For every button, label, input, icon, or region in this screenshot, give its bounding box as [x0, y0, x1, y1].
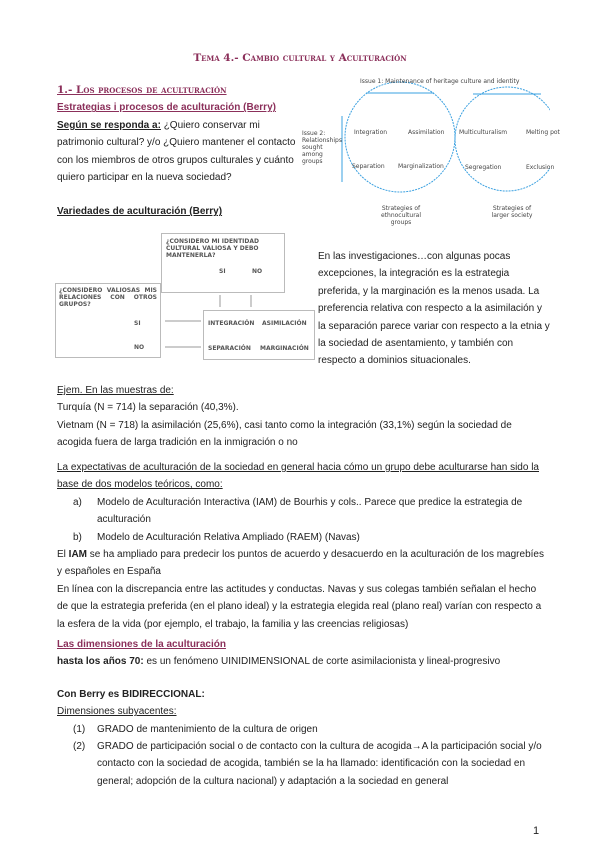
- lead-text: ¿Quiero conservar mi patrimonio cultural? y/o ¿Quiero mantener el contacto con los miembros de otros grupos culturales y cuánto quiero participar en la nueva sociedad?: [57, 119, 296, 184]
- dimensions-block: [57, 636, 545, 790]
- varieties-heading: Variedades de aculturación (Berry): [57, 206, 223, 218]
- example-block: [57, 382, 547, 452]
- list-text: Modelo de Aculturación Relativa Ampliado (RAEM) (Navas): [97, 531, 360, 543]
- example-line: Turquía (N = 714) la separación (40,3%).: [57, 402, 239, 414]
- list-marker: (1): [73, 723, 86, 735]
- strategies-box: [203, 310, 315, 360]
- no-label: NO: [134, 344, 145, 351]
- integracion-cell: INTEGRACIÓN: [208, 320, 255, 327]
- list-text: GRADO de participación social o de contacto con la cultura de acogida→A la participación social y/o contacto con la sociedad de acogida, también se la ha llamado: identificación con la sociedad en general; adopción de la cultura nacional) y adaptación a la sociedad en general: [97, 741, 542, 787]
- subheading: Estrategias i procesos de aculturación (Berry): [57, 102, 276, 114]
- assimilation-label: Assimilation: [408, 129, 445, 136]
- models-intro: La expectativas de aculturación de la sociedad en general hacia cómo un grupo debe aculturarse han sido la base de dos modelos teóricos, como:: [57, 462, 539, 491]
- example-line: Vietnam (N = 718) la asimilación (25,6%), casi tanto como la integración (33,1%) según la sociedad de acogida fuera de larga tradición en la inmigración o no: [57, 419, 512, 449]
- separation-label: Separation: [352, 163, 385, 170]
- list-text: GRADO de mantenimiento de la cultura de origen: [97, 723, 318, 735]
- si-label: SI: [219, 268, 226, 275]
- no-label: NO: [252, 268, 263, 275]
- lead-bold: Según se responda a:: [57, 119, 161, 131]
- subyacentes-heading: Dimensiones subyacentes:: [57, 706, 177, 718]
- list-item: [57, 738, 545, 790]
- issue1-label: Issue 1: Maintenance of heritage culture and identity: [360, 78, 520, 85]
- hasta-bold: hasta los años 70:: [57, 656, 144, 668]
- list-marker: (2): [73, 741, 86, 753]
- separacion-cell: SEPARACIÓN: [208, 345, 251, 352]
- research-paragraph: En las investigaciones…con algunas pocas excepciones, la integración es la estrategia preferida, y la marginación es la menos usada. La preferencia relativa con respecto a la asimilación y la separación parece variar con respecto a la etnia y la sociedad de asentamiento, y también con respecto a dominios situacionales.: [318, 251, 550, 367]
- iam-text: se ha ampliado para predecir los puntos de acuerdo y desacuerdo en la aculturación de los magrebíes y españoles en España: [57, 549, 544, 578]
- hasta-paragraph: [57, 653, 545, 670]
- right-caption: Strategies of larger society: [491, 205, 533, 219]
- intro-paragraph: [57, 117, 307, 187]
- segregation-label: Segregation: [465, 164, 502, 171]
- list-item: [57, 529, 545, 546]
- discrepancy-paragraph: En línea con la discrepancia entre las actitudes y conductas. Navas y sus colegas también señalan el hecho de que la estrategia preferida (en el plano ideal) y la estrategia elegida real (plano real) varían con respecto a la esfera de la vida (por ejemplo, el trabajo, la familia y las creencias religiosas): [57, 583, 542, 630]
- si-label: SI: [134, 320, 141, 327]
- section-intro: [57, 82, 307, 221]
- multiculturalism-label: Multiculturalism: [459, 129, 508, 136]
- acculturation-flow-diagram: [55, 233, 309, 363]
- berry-heading: Con Berry es BIDIRECCIONAL:: [57, 688, 205, 700]
- left-caption: Strategies of ethnocultural groups: [380, 205, 422, 226]
- exclusion-label: Exclusion: [526, 164, 555, 171]
- list-item: [57, 494, 545, 529]
- list-marker: b): [73, 531, 82, 543]
- dimensions-heading: Las dimensiones de la aculturación: [57, 639, 226, 650]
- asimilacion-cell: ASIMILACIÓN: [262, 320, 307, 327]
- integration-label: Integration: [354, 129, 388, 136]
- berry-diagram: [300, 72, 560, 242]
- iam-paragraph: [57, 546, 545, 581]
- section-heading: 1.- Los procesos de aculturación: [57, 84, 227, 96]
- melting-pot-label: Melting pot: [526, 129, 560, 136]
- iam-bold: IAM: [68, 549, 88, 561]
- list-item: [57, 721, 545, 738]
- marginacion-cell: MARGINACIÓN: [260, 345, 309, 352]
- list-text: Modelo de Aculturación Interactiva (IAM) de Bourhis y cols.. Parece que predice la estrategia de aculturación: [97, 496, 523, 526]
- iam-pre: El: [57, 549, 69, 561]
- page-title: Tema 4.- Cambio cultural y Aculturación: [193, 52, 407, 64]
- page-number: 1: [533, 825, 540, 837]
- relations-question: ¿CONSIDERO VALIOSAS MIS RELACIONES CON OTROS GRUPOS?: [59, 287, 157, 308]
- hasta-text: es un fenómeno UINIDIMENSIONAL de corte asimilacionista y lineal-progresivo: [143, 656, 501, 668]
- identity-question: ¿CONSIDERO MI IDENTIDAD CULTURAL VALIOSA Y DEBO MANTENERLA?: [166, 238, 260, 259]
- models-block: [57, 459, 545, 633]
- marginalization-label: Marginalization: [398, 163, 444, 170]
- list-marker: a): [73, 496, 82, 508]
- example-label: Ejem. En las muestras de:: [57, 385, 174, 396]
- issue2-label: Issue 2: Relationships sought among groups: [302, 130, 342, 165]
